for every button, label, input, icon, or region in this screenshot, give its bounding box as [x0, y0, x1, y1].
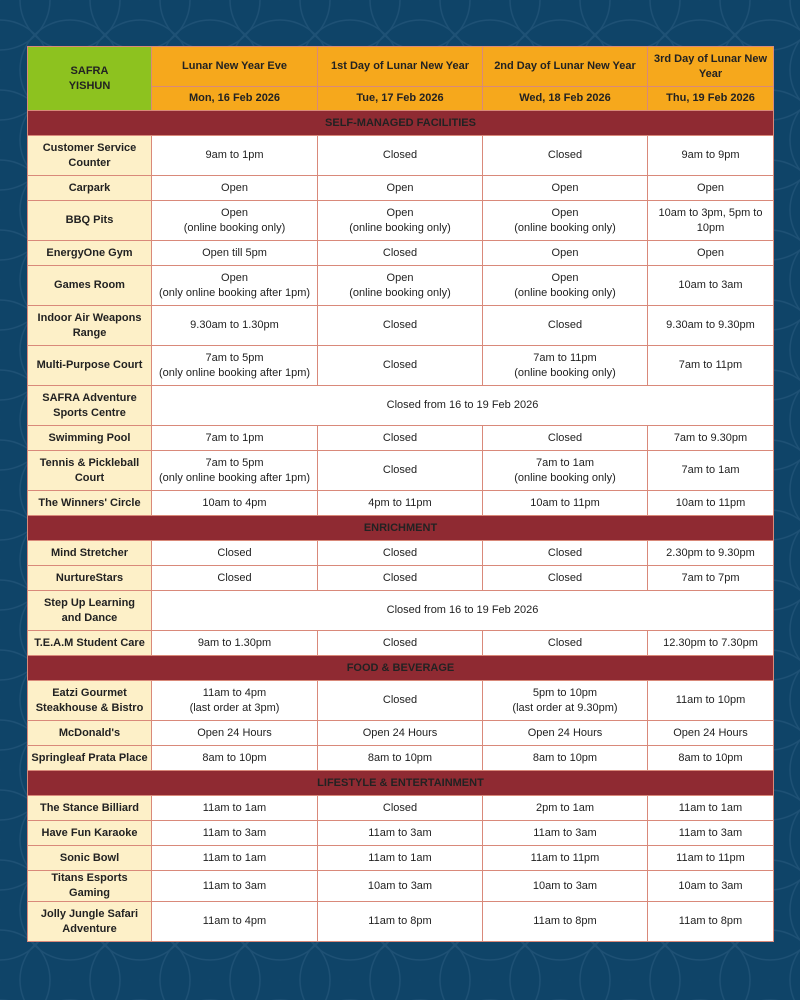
day-name-2: 1st Day of Lunar New Year — [318, 47, 483, 87]
hours-cell-line: 2.30pm to 9.30pm — [666, 546, 755, 559]
hours-cell-day-2 — [318, 176, 483, 201]
closure-notice — [152, 591, 774, 631]
hours-cell-line: 11am to 4pm — [202, 686, 267, 699]
hours-cell-day-4 — [648, 241, 774, 266]
hours-cell-line: Closed — [382, 801, 418, 814]
facility-name-line: Tennis & Pickleball — [39, 456, 140, 469]
table-row — [28, 176, 774, 201]
day-date-4: Thu, 19 Feb 2026 — [648, 87, 774, 111]
hours-cell-day-3 — [483, 681, 648, 721]
hours-cell-line: Open — [386, 206, 414, 219]
facility-name-line: Have Fun Karaoke — [41, 826, 138, 839]
facility-name — [28, 871, 152, 902]
hours-cell-line: Open till 5pm — [202, 246, 267, 259]
table-row — [28, 902, 774, 942]
hours-cell-line: (online booking only) — [514, 366, 616, 379]
facility-name-line: Sonic Bowl — [59, 851, 120, 864]
facility-name — [28, 821, 152, 846]
facility-name-line: Steakhouse & Bistro — [35, 701, 144, 714]
hours-cell-line: (last order at 9.30pm) — [512, 701, 618, 714]
hours-cell-line: 5pm to 10pm — [532, 686, 598, 699]
table-row — [28, 721, 774, 746]
hours-cell-day-3 — [483, 241, 648, 266]
facility-name-line: Mind Stretcher — [50, 546, 128, 559]
hours-cell-day-4 — [648, 871, 774, 902]
hours-cell-line: Closed — [382, 546, 418, 559]
hours-cell-line: 11am to 1am — [202, 851, 267, 864]
hours-cell-line: Open 24 Hours — [362, 726, 438, 739]
facility-name — [28, 902, 152, 942]
hours-cell-day-4 — [648, 176, 774, 201]
hours-cell-line: 11am to 3am — [202, 879, 267, 892]
facility-name-line: T.E.A.M Student Care — [34, 636, 145, 649]
table-row — [28, 681, 774, 721]
hours-cell-line: 8am to 10pm — [202, 751, 267, 764]
facility-name — [28, 451, 152, 491]
facility-name — [28, 846, 152, 871]
hours-cell-line: 4pm to 11pm — [368, 496, 432, 509]
hours-cell-day-1 — [152, 746, 318, 771]
table-row — [28, 631, 774, 656]
hours-cell-line: 11am to 3am — [202, 826, 267, 839]
facility-name-line: and Dance — [61, 611, 118, 624]
table-row — [28, 491, 774, 516]
hours-cell-day-4 — [648, 846, 774, 871]
hours-cell-line: (only online booking after 1pm) — [158, 366, 311, 379]
hours-cell-line: 9am to 9pm — [681, 149, 740, 161]
hours-cell-day-1 — [152, 721, 318, 746]
hours-cell-day-3 — [483, 491, 648, 516]
opening-hours-table — [27, 46, 774, 942]
facility-name-line: Adventure — [62, 922, 117, 935]
hours-cell-line: Open — [221, 206, 248, 219]
hours-cell-day-3 — [483, 451, 648, 491]
hours-cell-day-3 — [483, 846, 648, 871]
facility-name — [28, 176, 152, 201]
hours-cell-line: 11am to 8pm — [368, 915, 432, 927]
hours-cell-line: Closed — [547, 636, 583, 649]
facility-name-line: BBQ Pits — [65, 214, 114, 226]
day-date-3: Wed, 18 Feb 2026 — [483, 87, 648, 111]
hours-cell-line: Open — [697, 181, 724, 194]
facility-name-line: Springleaf Prata Place — [31, 751, 148, 764]
facility-name-line: Jolly Jungle Safari — [40, 907, 139, 920]
hours-cell-line: 9.30am to 1.30pm — [190, 319, 279, 331]
day-date-2: Tue, 17 Feb 2026 — [318, 87, 483, 111]
hours-cell-line: Closed — [217, 571, 252, 584]
facility-name — [28, 796, 152, 821]
facility-name-line: Games Room — [54, 279, 125, 291]
day-name-4: 3rd Day of Lunar New Year — [648, 47, 774, 87]
hours-cell-day-2 — [318, 266, 483, 306]
facility-name-line: SAFRA Adventure — [42, 391, 137, 404]
hours-cell-day-4 — [648, 721, 774, 746]
hours-cell-day-3 — [483, 136, 648, 176]
hours-cell-line: Open — [221, 271, 248, 284]
day-name-1: Lunar New Year Eve — [152, 47, 318, 87]
facility-name-line: EnergyOne Gym — [46, 246, 133, 259]
table-row — [28, 871, 774, 902]
section-header-row — [28, 771, 774, 796]
hours-cell-line: Closed — [217, 546, 252, 559]
closure-notice — [152, 386, 774, 426]
hours-cell-day-2 — [318, 796, 483, 821]
hours-cell-day-4 — [648, 796, 774, 821]
hours-cell-day-2 — [318, 346, 483, 386]
hours-cell-line: Open 24 Hours — [673, 726, 748, 739]
hours-cell-day-1 — [152, 136, 318, 176]
hours-cell-line: Closed — [382, 319, 418, 331]
hours-cell-line: Open — [551, 246, 579, 259]
hours-cell-line: 11am to 11pm — [676, 851, 745, 864]
section-title: LIFESTYLE & ENTERTAINMENT — [28, 771, 774, 796]
hours-cell-line: 9.30am to 9.30pm — [666, 319, 755, 331]
hours-cell-day-2 — [318, 566, 483, 591]
facility-name-line: The Stance Billiard — [39, 801, 140, 814]
table-row — [28, 386, 774, 426]
facility-name — [28, 591, 152, 631]
hours-cell-day-1 — [152, 902, 318, 942]
facility-name-line: Carpark — [68, 181, 111, 194]
hours-cell-line: (only online booking after 1pm) — [158, 286, 311, 299]
table-row — [28, 821, 774, 846]
hours-cell-line: 10am to 4pm — [202, 496, 267, 509]
section-header-row — [28, 111, 774, 136]
hours-cell-day-2 — [318, 451, 483, 491]
hours-cell-day-3 — [483, 871, 648, 902]
hours-cell-day-2 — [318, 631, 483, 656]
hours-cell-day-1 — [152, 796, 318, 821]
hours-cell-day-4 — [648, 426, 774, 451]
hours-cell-line: 7am to 11pm — [678, 359, 743, 371]
hours-cell-line: Open 24 Hours — [197, 726, 272, 739]
table-row — [28, 426, 774, 451]
section-header-row — [28, 656, 774, 681]
facility-name-line: Indoor Air Weapons — [37, 311, 142, 324]
hours-cell-line: Closed — [382, 431, 418, 444]
hours-cell-day-1 — [152, 306, 318, 346]
hours-cell-line: Open — [551, 181, 579, 194]
hours-cell-day-4 — [648, 266, 774, 306]
table-row — [28, 306, 774, 346]
hours-cell-day-2 — [318, 201, 483, 241]
facility-name-line: Eatzi Gourmet — [52, 686, 127, 699]
hours-cell-line: 11am to 3am — [678, 826, 743, 839]
hours-cell-line: 7am to 11pm — [533, 351, 597, 364]
hours-cell-line: Closed — [547, 431, 583, 444]
hours-cell-day-2 — [318, 306, 483, 346]
hours-cell-line: Open — [551, 271, 579, 284]
closure-notice-line: Closed from 16 to 19 Feb 2026 — [386, 399, 539, 411]
facility-name-line: Step Up Learning — [43, 596, 136, 609]
facility-name — [28, 631, 152, 656]
hours-cell-line: Closed — [382, 636, 418, 649]
facility-name — [28, 541, 152, 566]
hours-cell-day-3 — [483, 721, 648, 746]
facility-name — [28, 241, 152, 266]
hours-cell-line: Closed — [382, 571, 418, 584]
hours-cell-line: 11am to 11pm — [530, 851, 600, 864]
hours-cell-line: 10am to 3am — [678, 879, 743, 892]
hours-cell-line: Closed — [382, 694, 418, 706]
facility-name — [28, 306, 152, 346]
table-row — [28, 451, 774, 491]
hours-cell-line: 7am to 1am — [681, 464, 740, 476]
hours-cell-day-4 — [648, 451, 774, 491]
hours-cell-day-2 — [318, 746, 483, 771]
day-name-3: 2nd Day of Lunar New Year — [483, 47, 648, 87]
hours-cell-day-3 — [483, 176, 648, 201]
facility-name-line: Swimming Pool — [48, 431, 131, 444]
hours-cell-day-1 — [152, 871, 318, 902]
hours-cell-day-2 — [318, 821, 483, 846]
table-row — [28, 846, 774, 871]
hours-cell-line: 10am to 3am — [678, 279, 743, 291]
hours-cell-line: Closed — [382, 464, 418, 476]
section-title: SELF-MANAGED FACILITIES — [28, 111, 774, 136]
hours-cell-line: 7am to 1am — [535, 456, 595, 469]
hours-cell-line: Open — [386, 271, 414, 284]
hours-cell-line: (online booking only) — [349, 221, 451, 234]
hours-cell-day-4 — [648, 821, 774, 846]
facility-name — [28, 386, 152, 426]
hours-cell-day-1 — [152, 451, 318, 491]
hours-cell-day-1 — [152, 346, 318, 386]
hours-cell-day-3 — [483, 631, 648, 656]
hours-cell-day-2 — [318, 721, 483, 746]
facility-name — [28, 491, 152, 516]
section-title: ENRICHMENT — [28, 516, 774, 541]
facility-name-line: NurtureStars — [55, 571, 124, 584]
hours-cell-day-1 — [152, 566, 318, 591]
facility-name — [28, 566, 152, 591]
hours-cell-line: 10am to 11pm — [675, 496, 746, 509]
facility-name-line: Counter — [68, 156, 111, 169]
hours-cell-day-2 — [318, 541, 483, 566]
hours-cell-day-4 — [648, 541, 774, 566]
table-row — [28, 541, 774, 566]
hours-cell-day-3 — [483, 796, 648, 821]
hours-cell-line: 7am to 9.30pm — [673, 431, 748, 444]
hours-cell-line: Closed — [547, 149, 583, 161]
hours-cell-line: 9am to 1.30pm — [197, 636, 272, 649]
hours-cell-line: 8am to 10pm — [532, 751, 598, 764]
hours-cell-line: 11am to 1am — [202, 801, 267, 814]
facility-name-line: Range — [72, 326, 107, 339]
hours-cell-line: (last order at 3pm) — [189, 701, 280, 714]
table-row — [28, 796, 774, 821]
hours-cell-line: Open — [697, 246, 724, 259]
table-body — [28, 111, 774, 942]
closure-notice-line: Closed from 16 to 19 Feb 2026 — [386, 604, 539, 616]
hours-cell-line: (online booking only) — [349, 286, 451, 299]
hours-cell-day-1 — [152, 491, 318, 516]
table-row — [28, 566, 774, 591]
facility-name-line: Court — [74, 471, 105, 484]
hours-cell-line: (online booking only) — [183, 221, 286, 234]
facility-name-line: McDonald's — [58, 726, 121, 739]
hours-cell-day-3 — [483, 902, 648, 942]
hours-cell-line: Open — [386, 181, 414, 194]
hours-cell-line: Closed — [382, 246, 418, 259]
hours-cell-line: Open 24 Hours — [527, 726, 603, 739]
hours-cell-line: 9am to 1pm — [205, 149, 264, 161]
hours-cell-line: 8am to 10pm — [678, 751, 743, 764]
hours-cell-day-4 — [648, 201, 774, 241]
outlet-name-line-2: YISHUN — [68, 79, 111, 92]
hours-cell-day-3 — [483, 266, 648, 306]
hours-cell-line: 2pm to 1am — [535, 801, 595, 814]
hours-cell-day-1 — [152, 631, 318, 656]
hours-cell-day-1 — [152, 541, 318, 566]
hours-cell-day-3 — [483, 346, 648, 386]
facility-name-line: Multi-Purpose Court — [36, 359, 143, 371]
hours-cell-line: 10am to 3am — [532, 879, 598, 892]
table-row — [28, 136, 774, 176]
facility-name — [28, 136, 152, 176]
table-row — [28, 201, 774, 241]
hours-cell-line: 11am to 3am — [533, 826, 597, 839]
hours-cell-day-4 — [648, 902, 774, 942]
hours-cell-day-2 — [318, 902, 483, 942]
hours-cell-day-4 — [648, 631, 774, 656]
hours-cell-line: (online booking only) — [514, 471, 616, 484]
facility-name-line: Titans Esports Gaming — [51, 872, 128, 899]
hours-cell-line: 11am to 10pm — [675, 694, 746, 706]
hours-cell-day-2 — [318, 846, 483, 871]
hours-cell-day-1 — [152, 176, 318, 201]
hours-cell-day-2 — [318, 136, 483, 176]
section-header-row — [28, 516, 774, 541]
outlet-name-line-1: SAFRA — [70, 64, 109, 77]
hours-cell-day-3 — [483, 306, 648, 346]
facility-name — [28, 746, 152, 771]
hours-cell-line: 10am to 11pm — [530, 496, 600, 509]
hours-cell-line: 11am to 8pm — [678, 915, 743, 927]
facility-name — [28, 681, 152, 721]
table-row — [28, 266, 774, 306]
hours-cell-day-2 — [318, 426, 483, 451]
table-row — [28, 346, 774, 386]
hours-cell-line: Open — [551, 206, 579, 219]
hours-cell-day-3 — [483, 201, 648, 241]
hours-cell-day-3 — [483, 541, 648, 566]
hours-cell-day-4 — [648, 746, 774, 771]
hours-cell-line: 11am to 8pm — [533, 915, 597, 927]
hours-cell-day-4 — [648, 491, 774, 516]
hours-cell-day-1 — [152, 266, 318, 306]
facility-name — [28, 201, 152, 241]
hours-cell-line: (only online booking after 1pm) — [158, 471, 311, 484]
hours-cell-line: (online booking only) — [514, 221, 616, 234]
hours-cell-day-4 — [648, 566, 774, 591]
hours-cell-line: 7am to 5pm — [205, 456, 264, 469]
hours-cell-line: 7am to 5pm — [205, 351, 264, 364]
facility-name — [28, 426, 152, 451]
hours-cell-day-3 — [483, 746, 648, 771]
hours-cell-day-4 — [648, 306, 774, 346]
hours-cell-line: 10pm — [696, 221, 725, 234]
hours-cell-line: 7am to 1pm — [205, 431, 264, 444]
hours-cell-day-1 — [152, 201, 318, 241]
table-header — [28, 47, 774, 111]
hours-cell-day-1 — [152, 846, 318, 871]
section-title: FOOD & BEVERAGE — [28, 656, 774, 681]
hours-cell-line: 7am to 7pm — [681, 571, 740, 584]
facility-name-line: Sports Centre — [53, 406, 126, 419]
day-date-1: Mon, 16 Feb 2026 — [152, 87, 318, 111]
hours-cell-line: Closed — [547, 571, 583, 584]
facility-name — [28, 266, 152, 306]
hours-cell-day-1 — [152, 681, 318, 721]
hours-cell-line: 11am to 4pm — [202, 915, 267, 927]
hours-cell-line: 10am to 3am — [367, 879, 433, 892]
outlet-name — [28, 47, 152, 111]
hours-cell-day-2 — [318, 871, 483, 902]
hours-cell-line: 8am to 10pm — [367, 751, 433, 764]
hours-cell-line: 11am to 3am — [368, 826, 432, 839]
facility-name — [28, 346, 152, 386]
hours-cell-day-4 — [648, 681, 774, 721]
hours-cell-day-2 — [318, 491, 483, 516]
hours-cell-day-4 — [648, 346, 774, 386]
hours-cell-day-1 — [152, 821, 318, 846]
hours-cell-line: 12.30pm to 7.30pm — [663, 636, 758, 649]
facility-name — [28, 721, 152, 746]
hours-cell-line: Closed — [382, 359, 418, 371]
hours-cell-day-3 — [483, 426, 648, 451]
hours-cell-day-1 — [152, 241, 318, 266]
hours-cell-line: Open — [221, 181, 248, 194]
hours-cell-line: 10am to 3pm, 5pm to — [658, 206, 763, 219]
hours-cell-line: (online booking only) — [514, 286, 616, 299]
hours-cell-line: Closed — [382, 149, 418, 161]
facility-name-line: The Winners' Circle — [38, 496, 141, 509]
hours-cell-day-2 — [318, 241, 483, 266]
hours-cell-day-3 — [483, 566, 648, 591]
hours-cell-day-4 — [648, 136, 774, 176]
hours-cell-line: Closed — [547, 546, 583, 559]
table-row — [28, 746, 774, 771]
table-row — [28, 241, 774, 266]
hours-cell-day-1 — [152, 426, 318, 451]
hours-cell-line: 11am to 1am — [678, 801, 743, 814]
table-row — [28, 591, 774, 631]
hours-cell-line: Closed — [547, 319, 583, 331]
hours-cell-day-2 — [318, 681, 483, 721]
hours-cell-day-3 — [483, 821, 648, 846]
hours-cell-line: 11am to 1am — [368, 851, 432, 864]
facility-name-line: Customer Service — [42, 141, 137, 154]
